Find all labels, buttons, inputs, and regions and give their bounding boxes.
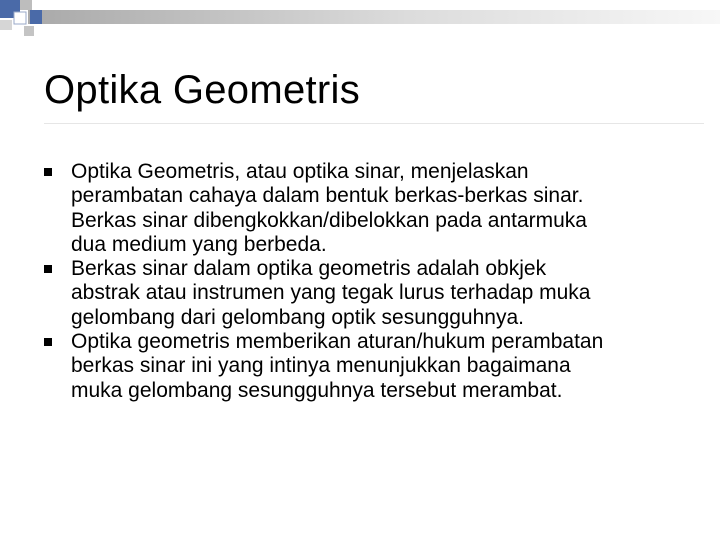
bullet-square-icon (44, 338, 52, 346)
bullet-square-icon (44, 168, 52, 176)
header-gradient-band (28, 10, 720, 24)
deco-square-white (14, 12, 26, 24)
bullet-square-icon (44, 265, 52, 273)
bullet-item-3 (44, 330, 694, 403)
deco-square-blue-small (30, 10, 42, 24)
bullet-list (44, 160, 694, 403)
slide-title: Optika Geometris (44, 68, 361, 112)
bullet-2-line-3: gelombang dari gelombang optik sesungguhnya. (71, 305, 524, 329)
bullet-1-line-4: dua medium yang berbeda. (71, 232, 327, 256)
title-divider (44, 123, 704, 124)
deco-square-gray-small (24, 26, 34, 36)
bullet-item-1 (44, 160, 694, 257)
bullet-2-line-2: abstrak atau instrumen yang tegak lurus terhadap muka (71, 281, 591, 305)
bullet-1-line-3: Berkas sinar dibengkokkan/dibelokkan pada antarmuka (71, 208, 587, 232)
bullet-3-line-3: muka gelombang sesungguhnya tersebut merambat. (71, 378, 563, 402)
bullet-3-line-1: Optika geometris memberikan aturan/hukum perambatan (71, 330, 604, 354)
bullet-2-line-1: Berkas sinar dalam optika geometris adalah obkjek (71, 257, 547, 281)
decorative-header-band (0, 0, 720, 40)
bullet-1-line-1: Optika Geometris, atau optika sinar, menjelaskan (71, 160, 529, 183)
bullet-item-2 (44, 257, 694, 330)
bullet-1-line-2: perambatan cahaya dalam bentuk berkas-berkas sinar. (71, 184, 584, 208)
deco-square-gray-left (0, 20, 12, 30)
deco-square-gray-top (20, 0, 32, 10)
bullet-3-line-2: berkas sinar ini yang intinya menunjukkan bagaimana (71, 354, 571, 378)
